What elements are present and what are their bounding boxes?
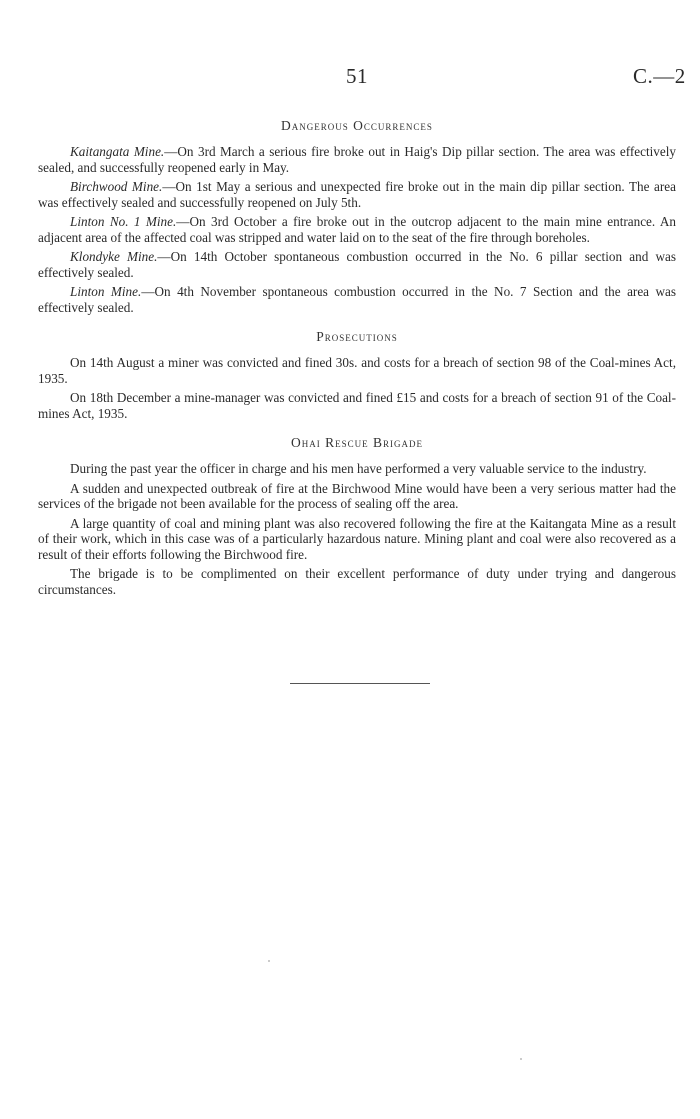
section-heading: Ohai Rescue Brigade — [290, 435, 423, 450]
paragraph-text: —On 3rd October a fire broke out in the outcrop adjacent to the main mine entrance. An adjacent area of the affected coal was stripped and water laid on to the seat of the fire through boreholes. — [38, 214, 676, 245]
paragraph — [38, 144, 676, 175]
section-prosecutions — [38, 329, 676, 421]
mine-name: Linton No. 1 Mine. — [70, 214, 177, 229]
end-rule — [290, 683, 430, 684]
paragraph — [38, 214, 676, 245]
paragraph — [38, 179, 676, 210]
paragraph-text: —On 14th October spontaneous combustion occurred in the No. 6 pillar section and was effectively sealed. — [38, 249, 676, 280]
scan-speck — [268, 960, 270, 962]
paragraph-text: —On 1st May a serious and unexpected fire broke out in the main dip pillar section. The area was effectively sealed and successfully reopened on July 5th. — [38, 179, 676, 210]
section-dangerous-occurrences — [38, 118, 676, 315]
scan-speck — [520, 1058, 522, 1060]
section-heading: Prosecutions — [316, 329, 398, 344]
mine-name: Kaitangata Mine. — [70, 144, 165, 159]
paragraph — [38, 284, 676, 315]
mine-name: Linton Mine. — [70, 284, 142, 299]
paragraph: On 14th August a miner was convicted and fined 30s. and costs for a breach of section 98 of the Coal-mines Act, 1935. — [38, 355, 676, 386]
paragraph: A sudden and unexpected outbreak of fire at the Birchwood Mine would have been a very serious matter had the services of the brigade not been available for the process of sealing off the area. — [38, 480, 676, 511]
section-heading: Dangerous Occurrences — [281, 118, 433, 133]
page-header — [0, 64, 700, 94]
mine-name: Birchwood Mine. — [70, 179, 163, 194]
paragraph: The brigade is to be complimented on their excellent performance of duty under trying and dangerous circumstances. — [38, 566, 676, 597]
page-number: 51 — [346, 64, 368, 88]
paragraph — [38, 249, 676, 280]
page-body — [38, 118, 676, 611]
paragraph-text: —On 4th November spontaneous combustion occurred in the No. 7 Section and the area was effectively sealed. — [38, 284, 676, 315]
paragraph: A large quantity of coal and mining plant was also recovered following the fire at the Kaitangata Mine as a result of their work, which in this case was of a particularly hazardous nature. Mining plant and coal were also recovered as a result of their efforts following the Birchwood fire. — [38, 515, 676, 562]
document-reference: C.—2 — [633, 64, 686, 88]
section-ohai-rescue-brigade — [38, 435, 676, 597]
paragraph-text: —On 3rd March a serious fire broke out in Haig's Dip pillar section. The area was effectively sealed, and successfully reopened early in May. — [38, 144, 676, 175]
paragraph: On 18th December a mine-manager was convicted and fined £15 and costs for a breach of section 91 of the Coal-mines Act, 1935. — [38, 390, 676, 421]
mine-name: Klondyke Mine. — [70, 249, 158, 264]
paragraph: During the past year the officer in charge and his men have performed a very valuable service to the industry. — [70, 461, 647, 476]
